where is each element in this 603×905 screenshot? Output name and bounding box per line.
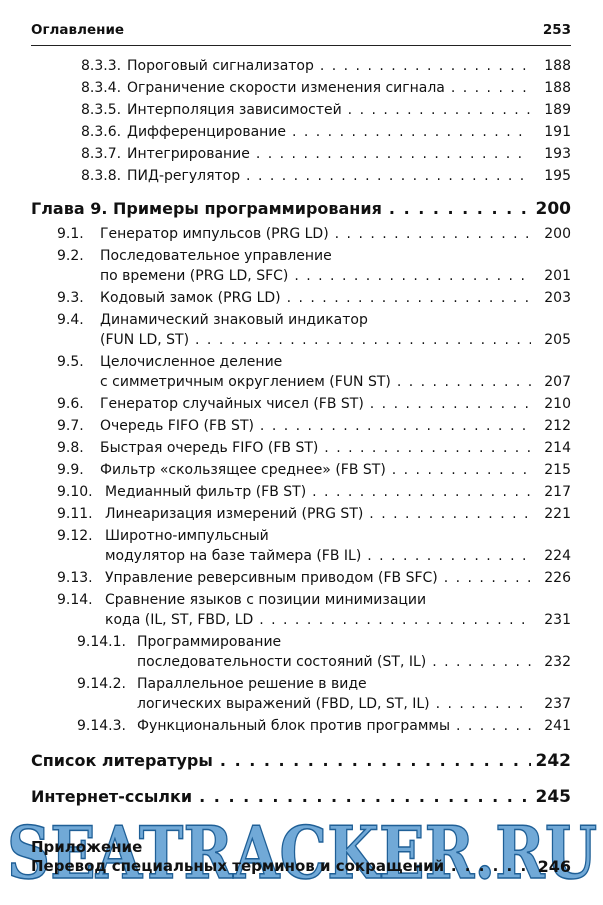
toc-entry-number: 9.11. bbox=[57, 506, 93, 522]
toc-entry-title: Фильтр «скользящее среднее» (FB ST) . . . bbox=[100, 460, 531, 480]
toc-entry-page: 231 bbox=[544, 612, 571, 628]
toc-entry-number: 8.3.6. bbox=[81, 124, 122, 140]
toc-entry-page: 203 bbox=[544, 290, 571, 306]
toc-entry-page: 188 bbox=[544, 58, 571, 74]
toc-entry-number: 9.8. bbox=[57, 440, 84, 456]
page-number: 253 bbox=[542, 22, 571, 38]
toc-entry-9-14-1[interactable] bbox=[31, 632, 571, 672]
toc-entry-8-3-5[interactable] bbox=[31, 100, 571, 120]
toc-entry-title: Генератор импульсов (PRG LD) . . . bbox=[100, 224, 531, 244]
toc-entry-title: Последовательное управление bbox=[100, 248, 332, 264]
toc-entry-page: 237 bbox=[544, 696, 571, 712]
toc-entry-9-9[interactable] bbox=[31, 460, 571, 480]
toc-chapter-title: Интернет-ссылки . . . bbox=[31, 786, 531, 808]
toc-entry-number: 8.3.4. bbox=[81, 80, 122, 96]
toc-entry-title-cont: кода (IL, ST, FBD, LD . . . bbox=[105, 610, 531, 630]
toc-entry-page: 195 bbox=[544, 168, 571, 184]
toc-entry-9-12[interactable] bbox=[31, 526, 571, 566]
toc-entry-title: Дифференцирование . . . bbox=[127, 122, 531, 142]
toc-entry-number: 8.3.5. bbox=[81, 102, 122, 118]
toc-entry-number: 9.4. bbox=[57, 312, 84, 328]
toc-entry-page: 214 bbox=[544, 440, 571, 456]
toc-entry-number: 9.7. bbox=[57, 418, 84, 434]
toc-entry-number: 9.14. bbox=[57, 592, 93, 608]
toc-entry-9-8[interactable] bbox=[31, 438, 571, 458]
toc-chapter-title: Глава 9. Примеры программирования . . . bbox=[31, 198, 531, 220]
toc-entry-number: 8.3.7. bbox=[81, 146, 122, 162]
toc-entry-title: Очередь FIFO (FB ST) . . . bbox=[100, 416, 531, 436]
toc-entry-9-4[interactable] bbox=[31, 310, 571, 350]
toc-entry-title: Широтно-импульсный bbox=[105, 528, 269, 544]
toc-entry-page: 232 bbox=[544, 654, 571, 670]
toc-entry-title-cont: последовательности состояний (ST, IL) . . . bbox=[137, 652, 531, 672]
toc-entry-8-3-8[interactable] bbox=[31, 166, 571, 186]
toc-entry-number: 9.10. bbox=[57, 484, 93, 500]
toc-entry-page: 221 bbox=[544, 506, 571, 522]
toc-entry-page: 189 bbox=[544, 102, 571, 118]
toc-entry-number: 9.6. bbox=[57, 396, 84, 412]
toc-entry-8-3-4[interactable] bbox=[31, 78, 571, 98]
toc-entry-9-13[interactable] bbox=[31, 568, 571, 588]
toc-entry-title: Управление реверсивным приводом (FB SFC) . . . bbox=[105, 568, 531, 588]
toc-entry-number: 9.1. bbox=[57, 226, 84, 242]
toc-entry-title: Программирование bbox=[137, 634, 282, 650]
toc-entry-8-3-7[interactable] bbox=[31, 144, 571, 164]
toc-entry-page: 200 bbox=[535, 199, 571, 219]
toc-entry-number: 9.12. bbox=[57, 528, 93, 544]
toc-entry-page: 215 bbox=[544, 462, 571, 478]
toc-entry-title: Ограничение скорости изменения сигнала . . . bbox=[127, 78, 531, 98]
toc-chapter-title: Список литературы . . . bbox=[31, 750, 531, 772]
appendix-title: Приложение bbox=[31, 838, 143, 856]
toc-entry-page: 217 bbox=[544, 484, 571, 500]
toc-chapter-9[interactable] bbox=[31, 198, 571, 220]
toc-entry-number: 8.3.8. bbox=[81, 168, 122, 184]
toc-entry-title: Целочисленное деление bbox=[100, 354, 283, 370]
toc-internet-links[interactable] bbox=[31, 786, 571, 808]
toc-entry-title: Медианный фильтр (FB ST) . . . bbox=[105, 482, 531, 502]
toc-entry-9-11[interactable] bbox=[31, 504, 571, 524]
toc-entry-9-10[interactable] bbox=[31, 482, 571, 502]
toc-entry-number: 9.14.1. bbox=[77, 634, 126, 650]
toc-entry-9-7[interactable] bbox=[31, 416, 571, 436]
toc-entry-title: Интерполяция зависимостей . . . bbox=[127, 100, 531, 120]
toc-entry-number: 9.3. bbox=[57, 290, 84, 306]
toc-entry-title-cont: модулятор на базе таймера (FB IL) . . . bbox=[105, 546, 531, 566]
toc-entry-number: 9.2. bbox=[57, 248, 84, 264]
toc-entry-title: Функциональный блок против программы . . . bbox=[137, 716, 531, 736]
toc-entry-9-5[interactable] bbox=[31, 352, 571, 392]
appendix-subtitle: Перевод специальных терминов и сокращений . . . bbox=[31, 857, 531, 876]
running-header bbox=[31, 19, 571, 46]
toc-entry-page: 242 bbox=[535, 751, 571, 771]
toc-entry-title: Быстрая очередь FIFO (FB ST) . . . bbox=[100, 438, 531, 458]
toc-entry-title-cont: с симметричным округлением (FUN ST) . . . bbox=[100, 372, 531, 392]
toc-entry-9-14[interactable] bbox=[31, 590, 571, 630]
toc-entry-title: Генератор случайных чисел (FB ST) . . . bbox=[100, 394, 531, 414]
toc-appendix[interactable] bbox=[31, 838, 571, 876]
toc-entry-9-14-2[interactable] bbox=[31, 674, 571, 714]
toc-entry-9-1[interactable] bbox=[31, 224, 571, 244]
toc-entry-title: Параллельное решение в виде bbox=[137, 676, 367, 692]
watermark-text: SEATRACKER.RU bbox=[7, 812, 597, 895]
toc-entry-page: 212 bbox=[544, 418, 571, 434]
toc-entry-number: 9.5. bbox=[57, 354, 84, 370]
toc-entry-page: 191 bbox=[544, 124, 571, 140]
toc-entry-title: ПИД-регулятор . . . bbox=[127, 166, 531, 186]
toc-entry-8-3-3[interactable] bbox=[31, 56, 571, 76]
toc-entry-page: 200 bbox=[544, 226, 571, 242]
toc-entry-number: 9.14.2. bbox=[77, 676, 126, 692]
toc-entry-page: 210 bbox=[544, 396, 571, 412]
toc-entry-page: 246 bbox=[537, 857, 571, 876]
toc-entry-9-2[interactable] bbox=[31, 246, 571, 286]
toc-entry-number: 9.13. bbox=[57, 570, 93, 586]
toc-entry-9-6[interactable] bbox=[31, 394, 571, 414]
toc-entry-page: 241 bbox=[544, 718, 571, 734]
toc-entry-number: 8.3.3. bbox=[81, 58, 122, 74]
toc-entry-page: 224 bbox=[544, 548, 571, 564]
toc-entry-page: 201 bbox=[544, 268, 571, 284]
toc-entry-title: Пороговый сигнализатор . . . bbox=[127, 56, 531, 76]
toc-entry-title: Линеаризация измерений (PRG ST) . . . bbox=[105, 504, 531, 524]
toc-entry-title: Кодовый замок (PRG LD) . . . bbox=[100, 288, 531, 308]
toc-entry-title: Динамический знаковый индикатор bbox=[100, 312, 368, 328]
toc-entry-page: 188 bbox=[544, 80, 571, 96]
toc-entry-title-cont: логических выражений (FBD, LD, ST, IL) . . . bbox=[137, 694, 531, 714]
toc-entry-title-cont: (FUN LD, ST) . . . bbox=[100, 330, 531, 350]
toc-entry-page: 226 bbox=[544, 570, 571, 586]
toc-entry-page: 205 bbox=[544, 332, 571, 348]
toc-entry-number: 9.9. bbox=[57, 462, 84, 478]
toc-entry-8-3-6[interactable] bbox=[31, 122, 571, 142]
table-of-contents bbox=[31, 56, 571, 812]
toc-entry-title-cont: по времени (PRG LD, SFC) . . . bbox=[100, 266, 531, 286]
toc-entry-title: Интегрирование . . . bbox=[127, 144, 531, 164]
toc-entry-page: 193 bbox=[544, 146, 571, 162]
running-header-title: Оглавление bbox=[31, 22, 125, 38]
toc-entry-number: 9.14.3. bbox=[77, 718, 126, 734]
toc-bibliography[interactable] bbox=[31, 750, 571, 772]
toc-entry-page: 245 bbox=[535, 787, 571, 807]
toc-entry-9-3[interactable] bbox=[31, 288, 571, 308]
toc-entry-9-14-3[interactable] bbox=[31, 716, 571, 736]
toc-entry-title: Сравнение языков с позиции минимизации bbox=[105, 592, 427, 608]
toc-entry-page: 207 bbox=[544, 374, 571, 390]
